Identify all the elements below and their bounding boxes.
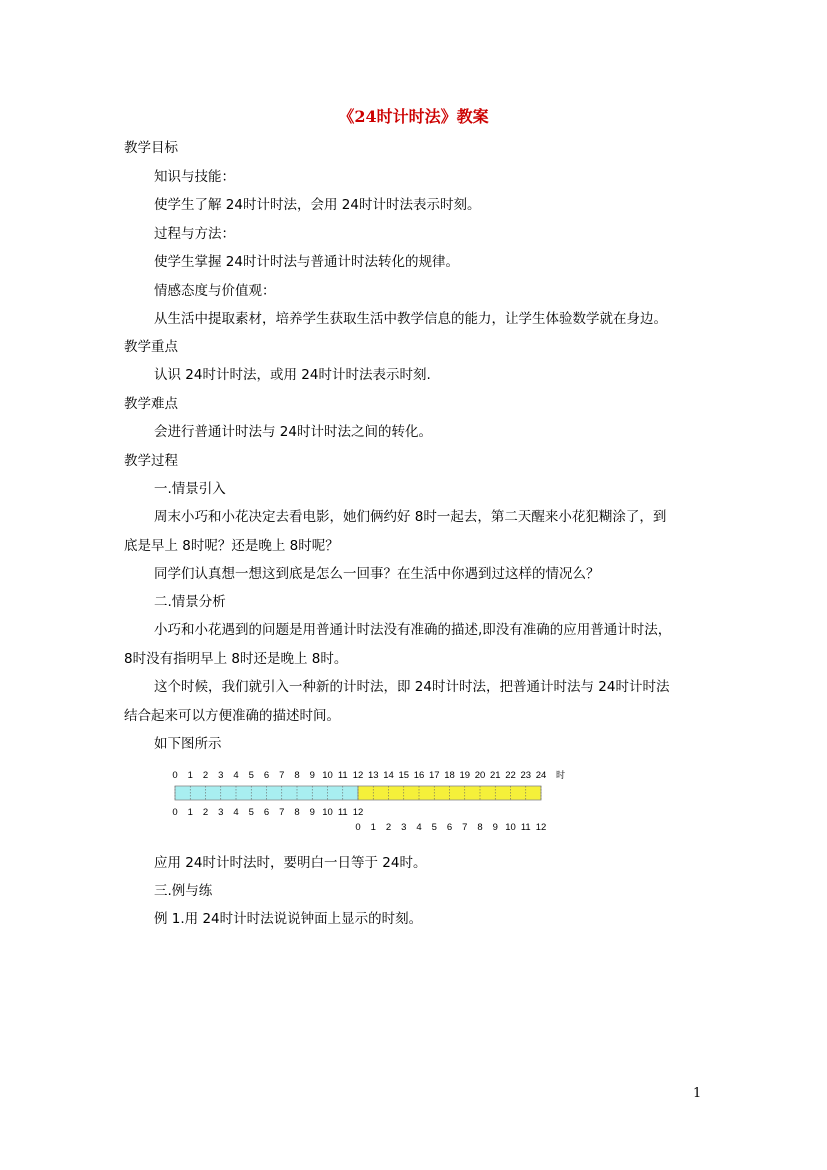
emotion-label: 情感态度与价值观： [154,283,276,299]
step2-paragraph-line1: 小巧和小花遇到的问题是用普通计时法没有准确的描述,即没有准确的应用普通计时法， [154,622,672,638]
timeline-top-label: 21 [489,770,501,781]
timeline-top-label: 3 [218,770,224,781]
heading-goals: 教学目标 [124,140,178,156]
process-label: 过程与方法： [154,226,235,242]
timeline-top-label: 23 [520,770,532,781]
timeline-top-label: 13 [367,770,379,781]
heading-procedure: 教学过程 [124,453,178,469]
timeline-bottom-label-am: 5 [248,807,254,818]
step2-paragraph-line2: 8时没有指明早上 8时还是晚上 8时。 [124,651,348,667]
heading-key-point: 教学重点 [124,339,178,355]
step1-paragraph-line2: 底是早上 8时呢？还是晚上 8时呢？ [124,538,339,554]
emotion-text: 从生活中提取素材，培养学生获取生活中教学信息的能力，让学生体验数学就在身边。 [154,311,667,327]
timeline-bottom-label-am: 9 [309,807,315,818]
timeline-top-label: 1 [187,770,193,781]
after-figure-text: 应用 24时计时法时，要明白一日等于 24时。 [154,855,427,871]
timeline-bottom-label-am: 0 [172,807,178,818]
timeline-bottom-label-am: 10 [322,807,333,818]
timeline-top-label: 9 [309,770,315,781]
timeline-bottom-label-pm: 12 [535,822,547,833]
timeline-top-label: 17 [428,770,440,781]
timeline-top-label: 12 [352,770,364,781]
heading-difficulty: 教学难点 [124,396,178,412]
timeline-top-label: 18 [444,770,455,781]
timeline-bottom-label-pm: 9 [492,822,498,833]
knowledge-text: 使学生了解 24时计时法，会用 24时计时法表示时刻。 [154,197,481,213]
example1: 例 1.用 24时计时法说说钟面上显示的时刻。 [154,911,423,927]
timeline-top-label: 8 [294,770,300,781]
step1-paragraph2: 同学们认真想一想这到底是怎么一回事？在生活中你遇到过这样的情况么？ [154,566,600,582]
timeline-top-label: 2 [202,770,209,781]
timeline-bottom-label-pm: 6 [446,822,453,833]
timeline-top-label: 24 [535,770,547,781]
timeline-bottom-label-am: 11 [337,807,348,818]
timeline-top-label: 0 [172,770,178,781]
timeline-top-label: 16 [413,770,425,781]
step1-paragraph-line1: 周末小巧和小花决定去看电影，她们俩约好 8时一起去，第二天醒来小花犯糊涂了，到 [154,509,667,525]
timeline-bottom-label-am: 4 [233,807,239,818]
difficulty-text: 会进行普通计时法与 24时计时法之间的转化。 [154,424,432,440]
timeline-bottom-label-pm: 2 [385,822,392,833]
timeline-bottom-label-am: 3 [218,807,224,818]
timeline-top-label: 10 [322,770,333,781]
page-title: 《24时计时法》教案 [338,107,489,126]
step1-heading: 一.情景引入 [154,481,226,497]
timeline-bottom-label-pm: 11 [520,822,531,833]
timeline-bottom-label-am: 12 [352,807,364,818]
step2-paragraph2-line2: 结合起来可以方便准确的描述时间。 [124,708,340,724]
timeline-top-label: 14 [383,770,394,781]
timeline-bottom-label-pm: 3 [401,822,407,833]
timeline-top-label: 7 [279,770,285,781]
timeline-bottom-label-pm: 7 [462,822,468,833]
timeline-bottom-label-am: 1 [187,807,193,818]
key-point-text: 认识 24时计时法，或用 24时计时法表示时刻. [154,367,431,383]
timeline-top-label: 6 [263,770,270,781]
timeline-bottom-label-am: 7 [279,807,285,818]
timeline-bottom-label-pm: 4 [416,822,422,833]
timeline-top-label: 20 [474,770,486,781]
timeline-bottom-label-pm: 8 [477,822,483,833]
knowledge-label: 知识与技能： [154,169,235,185]
step2-heading: 二.情景分析 [154,594,226,610]
page-number: 1 [693,1086,702,1101]
process-text: 使学生掌握 24时计时法与普通计时法转化的规律。 [154,254,459,270]
timeline-bottom-label-pm: 5 [431,822,437,833]
timeline-bottom-label-pm: 0 [355,822,361,833]
timeline-bottom-label-pm: 1 [370,822,376,833]
timeline-top-label: 5 [248,770,254,781]
timeline-bottom-label-am: 6 [263,807,270,818]
timeline-bottom-label-pm: 10 [505,822,516,833]
timeline-top-label: 19 [459,770,471,781]
unit-label: 时 [556,770,566,780]
timeline-top-label: 11 [337,770,348,781]
timeline-bottom-label-am: 2 [202,807,209,818]
step3-heading: 三.例与练 [154,883,213,899]
timeline-top-label: 4 [233,770,239,781]
timeline-top-label: 15 [398,770,410,781]
figure-intro: 如下图所示 [154,736,222,752]
timeline-figure [0,765,827,845]
timeline-bottom-label-am: 8 [294,807,300,818]
step2-paragraph2-line1: 这个时候，我们就引入一种新的计时法，即 24时计时法，把普通计时法与 24时计时法 [154,679,670,695]
timeline-top-label: 22 [505,770,516,781]
